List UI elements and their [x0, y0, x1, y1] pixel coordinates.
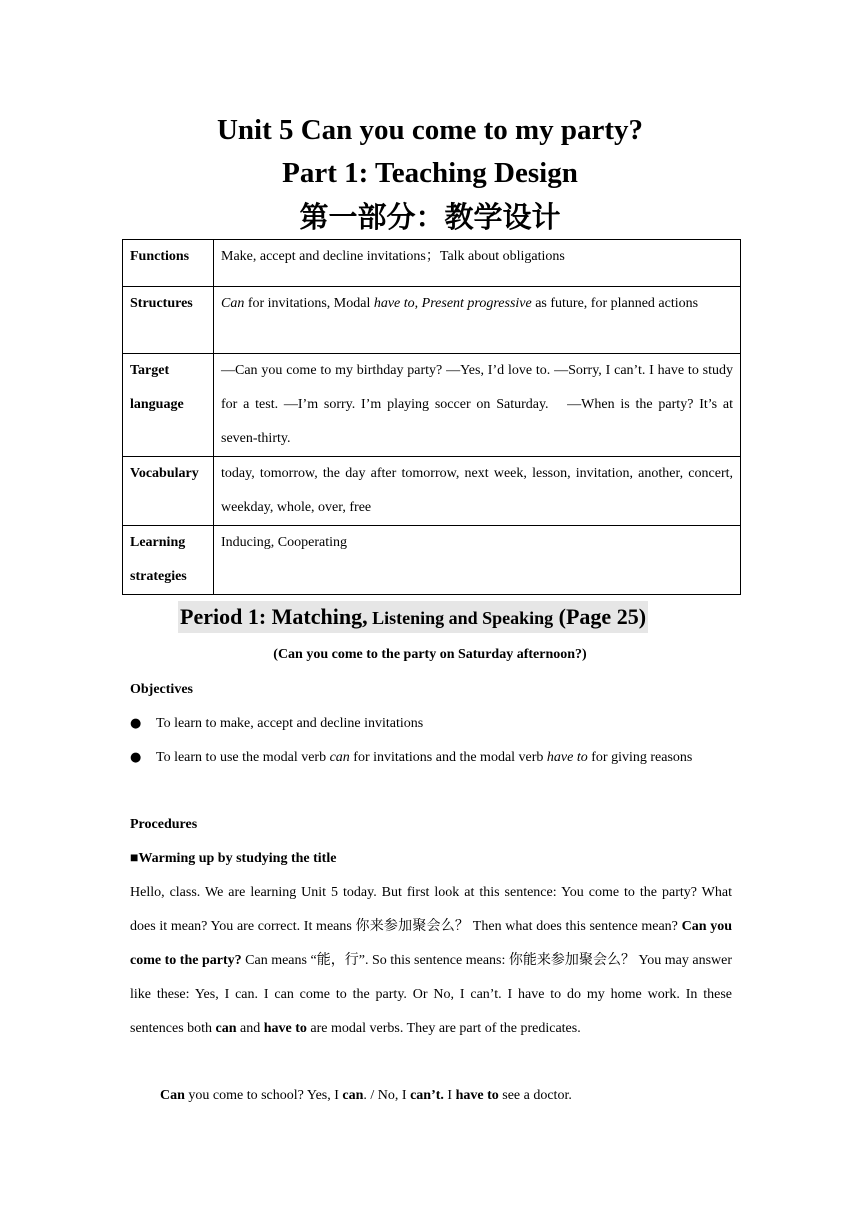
target-language-value: —Can you come to my birthday party? —Yes, I’d love to. —Sorry, I can’t. I have to study for a test. —I’m sorry. I’m playing soccer on Saturday. —When is the party? It’s at seven-thirty. — [214, 354, 741, 457]
period-heading: Period 1: Matching, Listening and Speaking (Page 25) — [178, 601, 648, 633]
teaching-design-table — [122, 239, 741, 595]
objective-item-1: ● To learn to make, accept and decline invitations — [130, 707, 732, 741]
learning-strategies-value: Inducing, Cooperating — [214, 526, 741, 595]
table-row-learning-strategies — [123, 526, 741, 595]
warming-up-paragraph: Hello, class. We are learning Unit 5 today. But first look at this sentence: You come to the party? What does it mean? You are correct. It means 你来参加聚会么？ Then what does this sentence mean? Can you come to the party? Can means “能，行”. So this sentence means: 你能来参加聚会么？ You may answer like these: Yes, I can. I can come to the party. Or No, I can’t. I have to do my home work. In these sentences both can and have to are modal verbs. They are part of the predicates. — [130, 885, 732, 1036]
part-title: Part 1: Teaching Design — [282, 157, 578, 189]
table-row-vocabulary — [123, 457, 741, 526]
functions-value: Make, accept and decline invitations；Talk about obligations — [214, 240, 741, 287]
table-row-functions — [123, 240, 741, 287]
procedures-heading: Procedures — [130, 817, 198, 832]
objective-item-2: ● To learn to use the modal verb can for invitations and the modal verb have to for giving reasons — [130, 741, 732, 775]
table-row-structures — [123, 287, 741, 354]
vocabulary-value: today, tomorrow, the day after tomorrow, next week, lesson, invitation, another, concert, weekday, whole, over, free — [214, 457, 741, 526]
bullet-icon: ● — [130, 750, 142, 765]
objectives-heading: Objectives — [130, 682, 193, 697]
structures-value: Can for invitations, Modal have to, Present progressive as future, for planned actions — [214, 287, 741, 354]
bullet-icon: ● — [130, 716, 142, 731]
period-subtitle: (Can you come to the party on Saturday afternoon?) — [273, 647, 587, 662]
unit-title: Unit 5 Can you come to my party? — [216, 114, 644, 146]
vocabulary-label: Vocabulary — [123, 457, 214, 526]
table-row-target-language — [123, 354, 741, 457]
functions-label: Functions — [123, 240, 214, 287]
example-sentence: Can you come to school? Yes, I can. / No, I can’t. I have to see a doctor. — [160, 1088, 572, 1103]
structures-label: Structures — [123, 287, 214, 354]
target-language-label: Target language — [123, 354, 214, 457]
warming-up-step: ■Warming up by studying the title — [130, 851, 337, 866]
learning-strategies-label: Learning strategies — [123, 526, 214, 595]
chinese-title: 第一部分：教学设计 — [299, 200, 561, 234]
